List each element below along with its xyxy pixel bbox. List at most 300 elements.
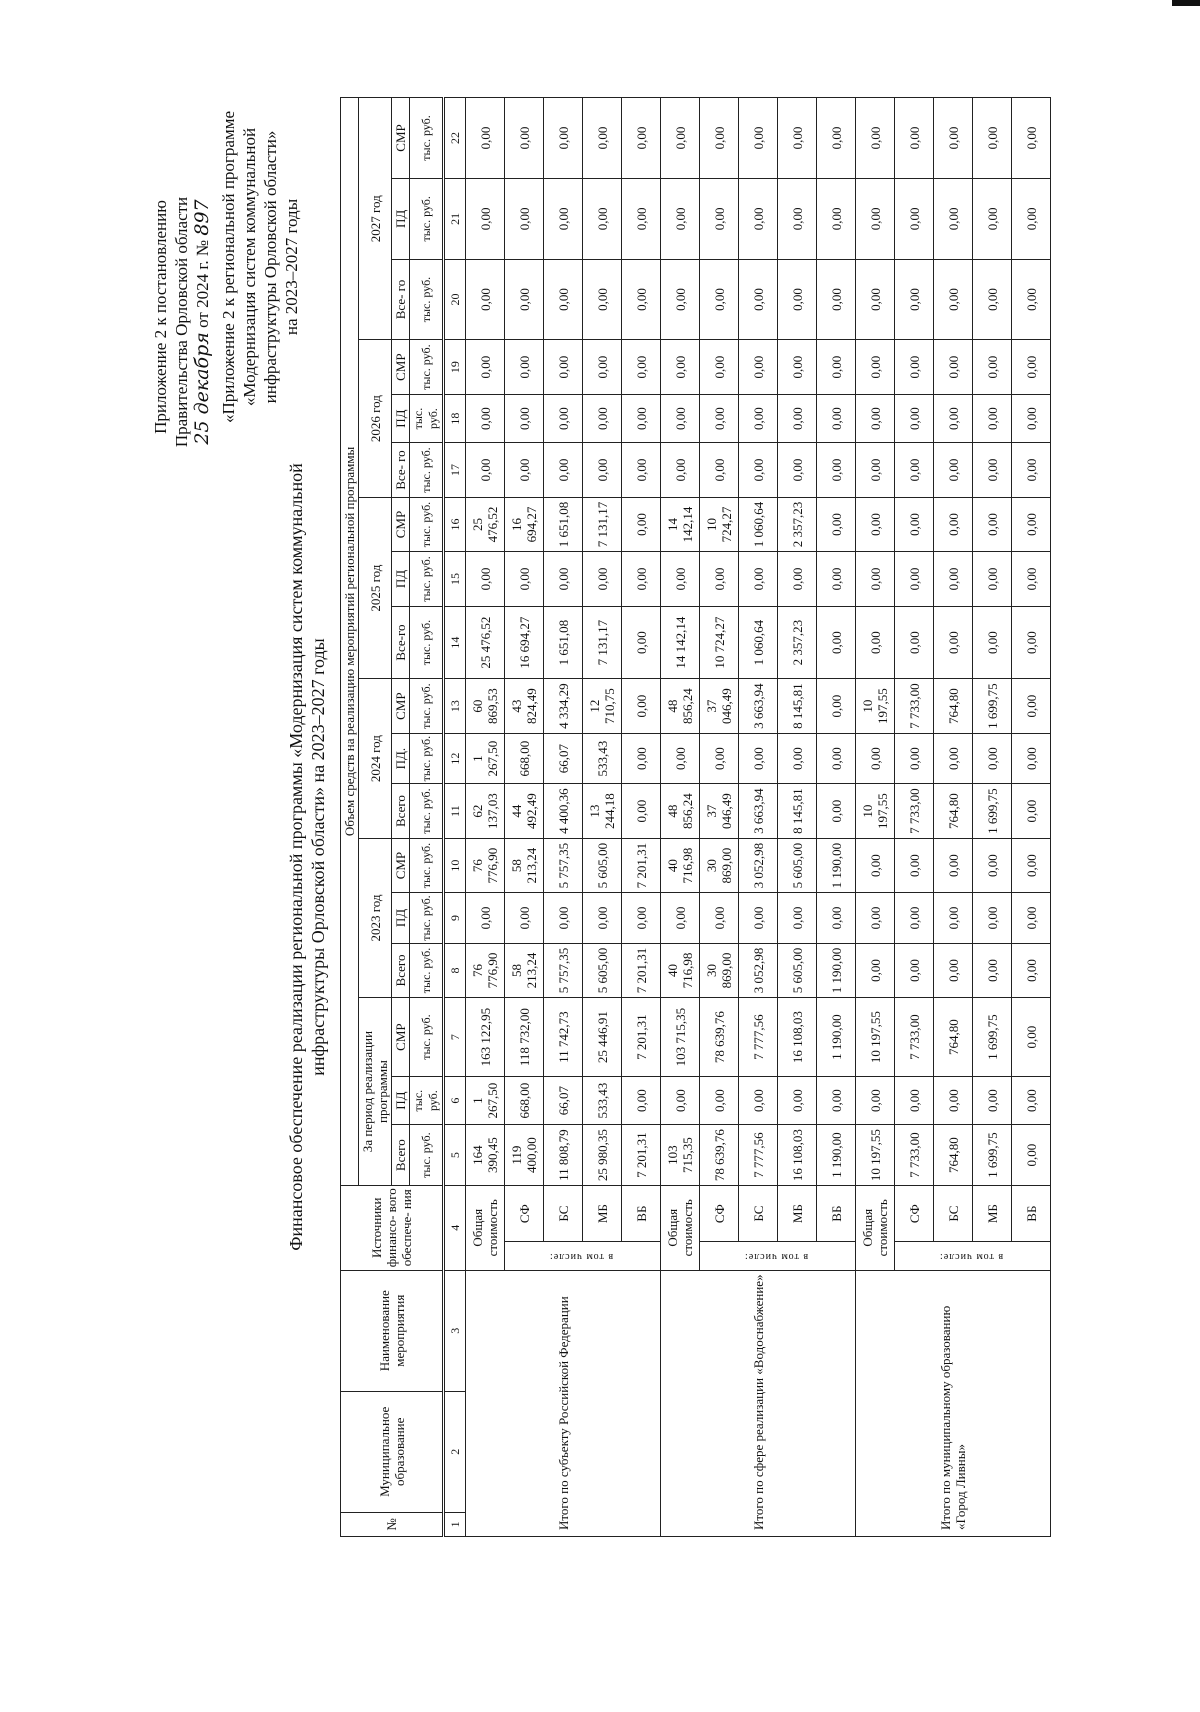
value-cell: 0,00	[1012, 340, 1051, 394]
value-cell: 0,00	[466, 443, 505, 497]
value-cell: 764,80	[934, 679, 973, 733]
value-cell: 5 605,00	[778, 838, 817, 892]
column-number-9: 9	[444, 893, 466, 943]
value-cell: 0,00	[856, 259, 895, 340]
value-cell: 43 824,49	[505, 679, 544, 733]
value-cell: 0,00	[856, 893, 895, 943]
subheader-pd-3: ПД	[392, 552, 410, 606]
value-cell: 0,00	[700, 1076, 739, 1124]
value-cell: 0,00	[895, 943, 934, 997]
value-cell: 62 137,03	[466, 784, 505, 838]
value-cell: 4 400,36	[544, 784, 583, 838]
value-cell: 0,00	[1012, 606, 1051, 679]
source-cell: СФ	[700, 1185, 739, 1242]
value-cell: 78 639,76	[700, 1125, 739, 1186]
header-year-2025: 2025 год	[359, 497, 392, 679]
value-cell: 0,00	[973, 838, 1012, 892]
value-cell: 0,00	[973, 340, 1012, 394]
value-cell: 0,00	[622, 1076, 661, 1124]
in-that-number-label: в том числе:	[938, 1250, 1004, 1262]
value-cell: 0,00	[622, 178, 661, 259]
header-event: Наименование мероприятия	[341, 1270, 444, 1391]
value-cell: 0,00	[934, 259, 973, 340]
value-cell: 0,00	[739, 178, 778, 259]
in-that-number-label: в том числе:	[743, 1250, 809, 1262]
column-number-14: 14	[444, 606, 466, 679]
value-cell: 58 213,24	[505, 838, 544, 892]
value-cell: 0,00	[466, 98, 505, 179]
subheader-total-2: Всего	[392, 784, 410, 838]
value-cell: 58 213,24	[505, 943, 544, 997]
unit-cell-0-1: тыс. руб.	[410, 1076, 444, 1124]
value-cell: 1 699,75	[973, 784, 1012, 838]
value-cell: 0,00	[934, 394, 973, 442]
value-cell: 0,00	[817, 552, 856, 606]
source-cell: МБ	[583, 1185, 622, 1242]
column-number-17: 17	[444, 443, 466, 497]
value-cell: 0,00	[856, 838, 895, 892]
subheader-smr-5: СМР	[392, 98, 410, 179]
value-cell: 25 476,52	[466, 606, 505, 679]
header-period: За период реализации программы	[359, 998, 392, 1186]
decree-number-signature: 897	[191, 199, 213, 236]
subheader-smr-2: СМР	[392, 679, 410, 733]
value-cell: 10 197,55	[856, 784, 895, 838]
value-cell: 0,00	[778, 1076, 817, 1124]
value-cell: 0,00	[466, 259, 505, 340]
value-cell: 7 131,17	[583, 497, 622, 551]
value-cell: 0,00	[934, 497, 973, 551]
source-total: Общая стоимость	[856, 1185, 895, 1270]
value-cell: 0,00	[661, 178, 700, 259]
value-cell: 0,00	[856, 98, 895, 179]
value-cell: 0,00	[817, 178, 856, 259]
value-cell: 0,00	[778, 340, 817, 394]
value-cell: 103 715,35	[661, 998, 700, 1077]
value-cell: 7 201,31	[622, 1125, 661, 1186]
value-cell: 3 663,94	[739, 679, 778, 733]
value-cell: 0,00	[544, 893, 583, 943]
value-cell: 0,00	[934, 943, 973, 997]
value-cell: 0,00	[817, 394, 856, 442]
source-cell: БС	[739, 1185, 778, 1242]
value-cell: 0,00	[466, 178, 505, 259]
value-cell: 0,00	[583, 552, 622, 606]
value-cell: 0,00	[934, 733, 973, 783]
value-cell: 7 777,56	[739, 1125, 778, 1186]
value-cell: 0,00	[778, 98, 817, 179]
finance-table-wrapper	[340, 97, 1051, 1537]
column-number-row	[444, 98, 466, 1537]
value-cell: 0,00	[505, 178, 544, 259]
value-cell: 16 108,03	[778, 998, 817, 1077]
value-cell: 0,00	[622, 733, 661, 783]
value-cell: 7 733,00	[895, 1125, 934, 1186]
program-line-4: на 2023–2027 годы	[282, 198, 301, 336]
value-cell: 0,00	[856, 552, 895, 606]
unit-cell-5-2: тыс. руб.	[410, 98, 444, 179]
value-cell: 0,00	[895, 838, 934, 892]
header-year-2023: 2023 год	[359, 838, 392, 997]
unit-cell-2-1: тыс. руб.	[410, 733, 444, 783]
value-cell: 66,07	[544, 1076, 583, 1124]
value-cell: 668,00	[505, 1076, 544, 1124]
value-cell: 0,00	[700, 340, 739, 394]
unit-cell-1-0: тыс. руб.	[410, 943, 444, 997]
value-cell: 1 651,08	[544, 606, 583, 679]
value-cell: 0,00	[661, 1076, 700, 1124]
value-cell: 118 732,00	[505, 998, 544, 1077]
value-cell: 0,00	[622, 784, 661, 838]
source-total: Общая стоимость	[661, 1185, 700, 1270]
unit-cell-5-1: тыс. руб.	[410, 178, 444, 259]
value-cell: 0,00	[700, 443, 739, 497]
value-cell: 0,00	[817, 784, 856, 838]
value-cell: 0,00	[739, 443, 778, 497]
value-cell: 0,00	[934, 98, 973, 179]
value-cell: 0,00	[466, 394, 505, 442]
value-cell: 0,00	[856, 1076, 895, 1124]
value-cell: 0,00	[817, 340, 856, 394]
value-cell: 0,00	[934, 178, 973, 259]
value-cell: 764,80	[934, 784, 973, 838]
value-cell: 0,00	[466, 893, 505, 943]
subheader-smr-3: СМР	[392, 497, 410, 551]
value-cell: 0,00	[661, 98, 700, 179]
column-number-6: 6	[444, 1076, 466, 1124]
value-cell: 1 699,75	[973, 679, 1012, 733]
value-cell: 0,00	[544, 394, 583, 442]
value-cell: 0,00	[856, 606, 895, 679]
in-that-number-label: в том числе:	[548, 1250, 614, 1262]
value-cell: 0,00	[700, 733, 739, 783]
value-cell: 0,00	[1012, 893, 1051, 943]
column-number-4: 4	[444, 1185, 466, 1270]
value-cell: 0,00	[817, 98, 856, 179]
value-cell: 0,00	[973, 943, 1012, 997]
unit-cell-3-1: тыс. руб.	[410, 552, 444, 606]
value-cell: 16 108,03	[778, 1125, 817, 1186]
in-that-number-cell	[700, 1242, 856, 1270]
value-cell: 0,00	[973, 1076, 1012, 1124]
value-cell: 0,00	[583, 340, 622, 394]
subheader-pd-2: ПД.	[392, 733, 410, 783]
value-cell: 0,00	[622, 443, 661, 497]
column-number-13: 13	[444, 679, 466, 733]
value-cell: 0,00	[778, 552, 817, 606]
appendix-line-2: Правительства Орловской области	[172, 196, 191, 448]
source-cell: ВБ	[1012, 1185, 1051, 1242]
title-line-2: инфраструктуры Орловской области» на 2023–2027 годы	[308, 638, 328, 1076]
value-cell: 0,00	[973, 259, 1012, 340]
value-cell: 0,00	[544, 340, 583, 394]
value-cell: 0,00	[505, 893, 544, 943]
value-cell: 16 694,27	[505, 606, 544, 679]
value-cell: 8 145,81	[778, 679, 817, 733]
value-cell: 1 060,64	[739, 606, 778, 679]
value-cell: 0,00	[739, 394, 778, 442]
value-cell: 0,00	[895, 443, 934, 497]
value-cell: 0,00	[622, 340, 661, 394]
value-cell: 1 267,50	[466, 733, 505, 783]
unit-cell-4-0: тыс. руб.	[410, 443, 444, 497]
unit-cell-1-1: тыс. руб.	[410, 893, 444, 943]
source-cell: СФ	[505, 1185, 544, 1242]
value-cell: 5 605,00	[778, 943, 817, 997]
value-cell: 0,00	[622, 606, 661, 679]
value-cell: 0,00	[700, 178, 739, 259]
value-cell: 5 605,00	[583, 838, 622, 892]
value-cell: 0,00	[739, 552, 778, 606]
table-body	[466, 98, 1051, 1537]
value-cell: 0,00	[739, 98, 778, 179]
value-cell: 0,00	[1012, 943, 1051, 997]
value-cell: 1 190,00	[817, 943, 856, 997]
title-line-1: Финансовое обеспечение реализации региональной программы «Модернизация систем коммунальной	[286, 463, 306, 1251]
value-cell: 0,00	[817, 1076, 856, 1124]
value-cell: 0,00	[583, 893, 622, 943]
value-cell: 0,00	[1012, 443, 1051, 497]
value-cell: 5 757,35	[544, 943, 583, 997]
value-cell: 11 808,79	[544, 1125, 583, 1186]
value-cell: 0,00	[817, 606, 856, 679]
value-cell: 10 197,55	[856, 1125, 895, 1186]
program-line-1: «Приложение 2 к региональной программе	[219, 110, 238, 424]
value-cell: 60 869,53	[466, 679, 505, 733]
column-number-15: 15	[444, 552, 466, 606]
value-cell: 0,00	[817, 497, 856, 551]
value-cell: 0,00	[700, 394, 739, 442]
source-cell: БС	[544, 1185, 583, 1242]
value-cell: 2 357,23	[778, 606, 817, 679]
value-cell: 0,00	[895, 259, 934, 340]
program-line-3: инфраструктуры Орловской области»	[261, 130, 280, 404]
unit-cell-2-2: тыс. руб.	[410, 679, 444, 733]
header-volume: Объем средств на реализацию мероприятий региональной программы	[341, 98, 359, 1186]
value-cell: 0,00	[622, 552, 661, 606]
header-year-2024: 2024 год	[359, 679, 392, 838]
value-cell: 0,00	[1012, 552, 1051, 606]
subheader-pd-0: ПД	[392, 1076, 410, 1124]
value-cell: 0,00	[661, 893, 700, 943]
value-cell: 0,00	[583, 259, 622, 340]
value-cell: 0,00	[700, 259, 739, 340]
value-cell: 0,00	[622, 98, 661, 179]
value-cell: 2 357,23	[778, 497, 817, 551]
column-number-19: 19	[444, 340, 466, 394]
value-cell: 0,00	[544, 552, 583, 606]
value-cell: 10 197,55	[856, 998, 895, 1077]
decree-caption	[171, 62, 213, 582]
value-cell: 0,00	[895, 733, 934, 783]
value-cell: 0,00	[661, 733, 700, 783]
column-number-11: 11	[444, 784, 466, 838]
value-cell: 0,00	[700, 552, 739, 606]
column-number-22: 22	[444, 98, 466, 179]
value-cell: 0,00	[739, 1076, 778, 1124]
value-cell: 11 742,73	[544, 998, 583, 1077]
in-that-number-cell	[505, 1242, 661, 1270]
value-cell: 0,00	[895, 497, 934, 551]
value-cell: 1 190,00	[817, 1125, 856, 1186]
page-title	[285, 232, 329, 1482]
value-cell: 0,00	[583, 443, 622, 497]
table-row	[466, 98, 505, 1537]
value-cell: 0,00	[505, 552, 544, 606]
value-cell: 7 733,00	[895, 998, 934, 1077]
value-cell: 0,00	[856, 497, 895, 551]
subheader-total-0: Всего	[392, 1125, 410, 1186]
value-cell: 0,00	[934, 552, 973, 606]
in-that-number-cell	[895, 1242, 1051, 1270]
value-cell: 0,00	[622, 679, 661, 733]
value-cell: 0,00	[778, 259, 817, 340]
value-cell: 0,00	[700, 98, 739, 179]
subheader-total-5: Все- го	[392, 259, 410, 340]
value-cell: 0,00	[973, 552, 1012, 606]
value-cell: 3 052,98	[739, 838, 778, 892]
unit-cell-3-0: тыс. руб.	[410, 606, 444, 679]
value-cell: 668,00	[505, 733, 544, 783]
value-cell: 7 131,17	[583, 606, 622, 679]
value-cell: 0,00	[895, 394, 934, 442]
unit-cell-4-2: тыс. руб.	[410, 340, 444, 394]
value-cell: 0,00	[856, 178, 895, 259]
header-source: Источники финансо- вого обеспече- ния	[341, 1185, 444, 1270]
source-cell: МБ	[778, 1185, 817, 1242]
decree-line	[192, 62, 213, 582]
value-cell: 7 777,56	[739, 998, 778, 1077]
value-cell: 66,07	[544, 733, 583, 783]
subheader-total-3: Все-го	[392, 606, 410, 679]
source-cell: ВБ	[817, 1185, 856, 1242]
value-cell: 30 869,00	[700, 943, 739, 997]
value-cell: 10 724,27	[700, 497, 739, 551]
column-number-18: 18	[444, 394, 466, 442]
program-line-2: «Модернизация систем коммунальной	[240, 127, 259, 407]
group-label: Итого по сфере реализации «Водоснабжение»	[661, 1270, 856, 1536]
value-cell: 0,00	[973, 893, 1012, 943]
value-cell: 0,00	[739, 340, 778, 394]
value-cell: 1 060,64	[739, 497, 778, 551]
value-cell: 0,00	[778, 733, 817, 783]
group-label: Итого по субъекту Российской Федерации	[466, 1270, 661, 1536]
value-cell: 0,00	[934, 1076, 973, 1124]
value-cell: 0,00	[505, 394, 544, 442]
value-cell: 0,00	[739, 733, 778, 783]
value-cell: 14 142,14	[661, 497, 700, 551]
value-cell: 0,00	[1012, 98, 1051, 179]
header-no: №	[341, 1512, 444, 1536]
unit-cell-3-2: тыс. руб.	[410, 497, 444, 551]
decree-date-text: от 2024 г. №	[193, 239, 212, 328]
value-cell: 119 400,00	[505, 1125, 544, 1186]
subheader-total-1: Всего	[392, 943, 410, 997]
value-cell: 0,00	[856, 340, 895, 394]
value-cell: 0,00	[544, 98, 583, 179]
value-cell: 0,00	[739, 893, 778, 943]
source-cell: ВБ	[622, 1185, 661, 1242]
group-label: Итого по муниципальному образованию «Город Ливны»	[856, 1270, 1051, 1536]
value-cell: 3 052,98	[739, 943, 778, 997]
value-cell: 40 716,98	[661, 943, 700, 997]
value-cell: 0,00	[1012, 259, 1051, 340]
value-cell: 0,00	[544, 178, 583, 259]
finance-table	[340, 97, 1051, 1537]
value-cell: 0,00	[1012, 1076, 1051, 1124]
subheader-pd-4: ПД	[392, 394, 410, 442]
source-cell: БС	[934, 1185, 973, 1242]
value-cell: 0,00	[661, 443, 700, 497]
column-number-12: 12	[444, 733, 466, 783]
unit-cell-5-0: тыс. руб.	[410, 259, 444, 340]
value-cell: 0,00	[622, 259, 661, 340]
source-cell: МБ	[973, 1185, 1012, 1242]
subheader-smr-4: СМР	[392, 340, 410, 394]
value-cell: 10 197,55	[856, 679, 895, 733]
column-number-5: 5	[444, 1125, 466, 1186]
value-cell: 0,00	[1012, 679, 1051, 733]
value-cell: 7 201,31	[622, 998, 661, 1077]
value-cell: 37 046,49	[700, 679, 739, 733]
value-cell: 164 390,45	[466, 1125, 505, 1186]
value-cell: 0,00	[973, 178, 1012, 259]
value-cell: 0,00	[817, 733, 856, 783]
value-cell: 44 492,49	[505, 784, 544, 838]
value-cell: 0,00	[934, 838, 973, 892]
value-cell: 1 190,00	[817, 998, 856, 1077]
value-cell: 0,00	[856, 733, 895, 783]
value-cell: 37 046,49	[700, 784, 739, 838]
value-cell: 0,00	[661, 340, 700, 394]
value-cell: 0,00	[544, 259, 583, 340]
value-cell: 0,00	[1012, 838, 1051, 892]
value-cell: 1 651,08	[544, 497, 583, 551]
value-cell: 0,00	[700, 893, 739, 943]
value-cell: 0,00	[778, 443, 817, 497]
value-cell: 0,00	[973, 98, 1012, 179]
value-cell: 13 244,18	[583, 784, 622, 838]
value-cell: 0,00	[895, 98, 934, 179]
value-cell: 0,00	[505, 340, 544, 394]
subheader-pd-5: ПД	[392, 178, 410, 259]
value-cell: 163 122,95	[466, 998, 505, 1077]
value-cell: 0,00	[934, 443, 973, 497]
value-cell: 0,00	[934, 606, 973, 679]
value-cell: 14 142,14	[661, 606, 700, 679]
value-cell: 78 639,76	[700, 998, 739, 1077]
value-cell: 40 716,98	[661, 838, 700, 892]
value-cell: 25 980,35	[583, 1125, 622, 1186]
value-cell: 0,00	[895, 552, 934, 606]
column-number-8: 8	[444, 943, 466, 997]
value-cell: 48 856,24	[661, 784, 700, 838]
value-cell: 0,00	[1012, 394, 1051, 442]
value-cell: 7 733,00	[895, 784, 934, 838]
value-cell: 0,00	[817, 443, 856, 497]
value-cell: 0,00	[817, 259, 856, 340]
value-cell: 1 699,75	[973, 998, 1012, 1077]
header-municipality: Муниципальное образование	[341, 1391, 444, 1512]
column-number-1: 1	[444, 1512, 466, 1536]
value-cell: 0,00	[856, 443, 895, 497]
unit-cell-4-1: тыс. руб.	[410, 394, 444, 442]
header-year-2027: 2027 год	[359, 98, 392, 340]
value-cell: 0,00	[856, 943, 895, 997]
value-cell: 533,43	[583, 1076, 622, 1124]
value-cell: 0,00	[778, 893, 817, 943]
subheader-smr-1: СМР	[392, 838, 410, 892]
